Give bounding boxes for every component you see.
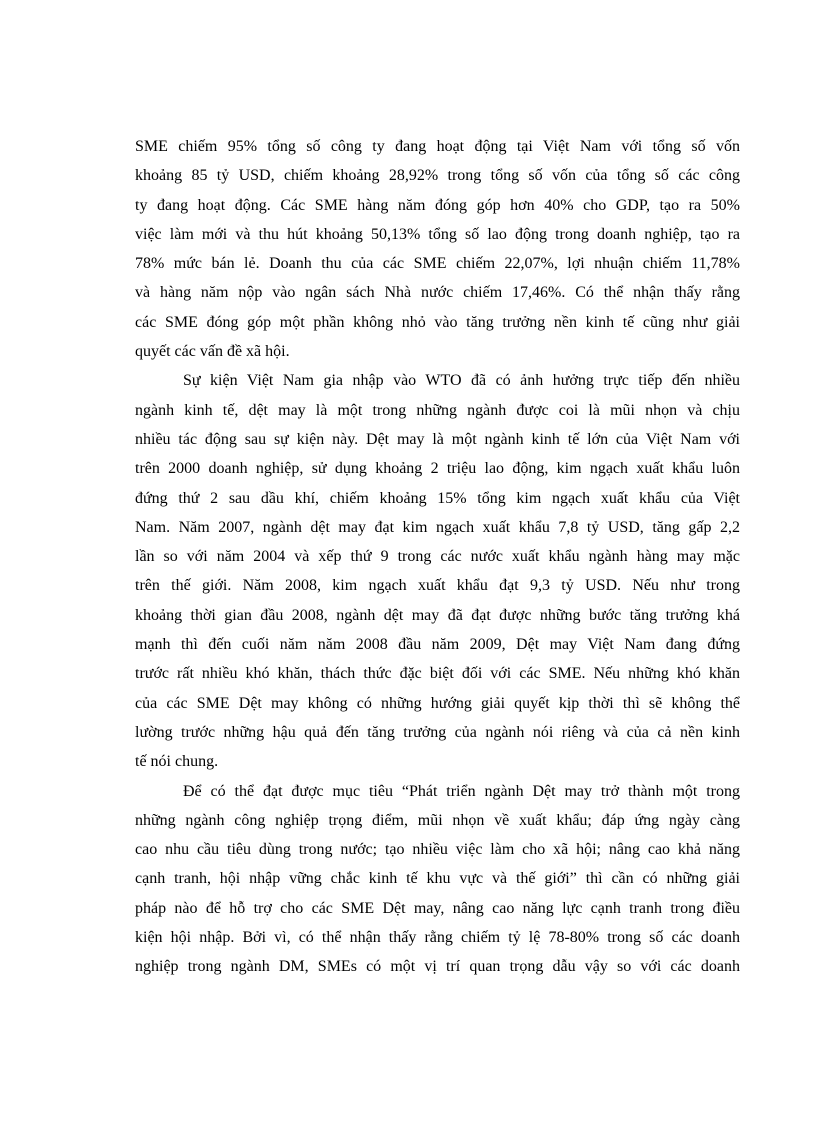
text-line: quyết các vấn đề xã hội. <box>135 343 290 361</box>
text-line: tế nói chung. <box>135 753 219 771</box>
text-line: lường trước những hậu quả đến tăng trưởng của ngành nói riêng và của cả nền kinh <box>135 723 740 741</box>
text-line: các SME đóng góp một phần không nhỏ vào tăng trưởng nền kinh tế cũng như giải <box>135 313 740 331</box>
text-line: mạnh thì đến cuối năm năm 2008 đầu năm 2009, Dệt may Việt Nam đang đứng <box>135 636 740 654</box>
text-line: việc làm mới và thu hút khoảng 50,13% tổng số lao động trong doanh nghiệp, tạo ra <box>135 225 740 243</box>
text-line: trước rất nhiều khó khăn, thách thức đặc biệt đối với các SME. Nếu những khó khăn <box>135 665 740 683</box>
text-line: Nam. Năm 2007, ngành dệt may đạt kim ngạch xuất khẩu 7,8 tỷ USD, tăng gấp 2,2 <box>135 518 740 536</box>
text-line: đứng thứ 2 sau dầu khí, chiếm khoảng 15% tổng kim ngạch xuất khẩu của Việt <box>135 489 740 507</box>
text-line: kiện hội nhập. Bởi vì, có thể nhận thấy rằng chiếm tỷ lệ 78-80% trong số các doanh <box>135 929 740 947</box>
text-line: Để có thể đạt được mục tiêu “Phát triển ngành Dệt may trở thành một trong <box>183 782 740 800</box>
text-line: và hàng năm nộp vào ngân sách Nhà nước chiếm 17,46%. Có thể nhận thấy rằng <box>135 284 740 302</box>
text-line: trên 2000 doanh nghiệp, sử dụng khoảng 2 triệu lao động, kim ngạch xuất khẩu luôn <box>135 460 740 478</box>
text-line: SME chiếm 95% tổng số công ty đang hoạt động tại Việt Nam với tổng số vốn <box>135 138 740 155</box>
text-line: của các SME Dệt may không có những hướng giải quyết kịp thời thì sẽ không thể <box>135 694 740 712</box>
text-line: ngành kinh tế, dệt may là một trong những ngành được coi là mũi nhọn và chịu <box>135 401 740 419</box>
text-line: pháp nào để hỗ trợ cho các SME Dệt may, nâng cao năng lực cạnh tranh trong điều <box>135 899 740 917</box>
text-line: nghiệp trong ngành DM, SMEs có một vị trí quan trọng dẫu vậy so với các doanh <box>135 958 740 976</box>
text-line: ty đang hoạt động. Các SME hàng năm đóng góp hơn 40% cho GDP, tạo ra 50% <box>135 196 740 214</box>
text-line: cạnh tranh, hội nhập vững chắc kinh tế khu vực và thế giới” thì cần có những giải <box>135 870 740 888</box>
text-line: nhiều tác động sau sự kiện này. Dệt may là một ngành kinh tế lớn của Việt Nam với <box>135 430 740 448</box>
text-line: khoảng thời gian đầu 2008, ngành dệt may đã đạt được những bước tăng trưởng khá <box>135 606 740 624</box>
paragraph-sme-statistics <box>135 132 740 366</box>
text-line: Sự kiện Việt Nam gia nhập vào WTO đã có ảnh hưởng trực tiếp đến nhiều <box>183 372 740 390</box>
text-line: cao nhu cầu tiêu dùng trong nước; tạo nhiều việc làm cho xã hội; nâng cao khả năng <box>135 841 740 859</box>
text-line: khoảng 85 tỷ USD, chiếm khoảng 28,92% trong tổng số vốn của tổng số các công <box>135 167 740 185</box>
text-line: 78% mức bán lẻ. Doanh thu của các SME chiếm 22,07%, lợi nhuận chiếm 11,78% <box>135 255 740 273</box>
paragraph-wto-textile <box>135 366 740 776</box>
text-line: lần so với năm 2004 và xếp thứ 9 trong các nước xuất khẩu ngành hàng may mặc <box>135 548 740 566</box>
paragraph-development-goals <box>135 777 740 982</box>
text-line: trên thế giới. Năm 2008, kim ngạch xuất khẩu đạt 9,3 tỷ USD. Nếu như trong <box>135 577 740 595</box>
document-body <box>135 132 740 982</box>
text-line: những ngành công nghiệp trọng điểm, mũi nhọn về xuất khẩu; đáp ứng ngày càng <box>135 811 740 829</box>
